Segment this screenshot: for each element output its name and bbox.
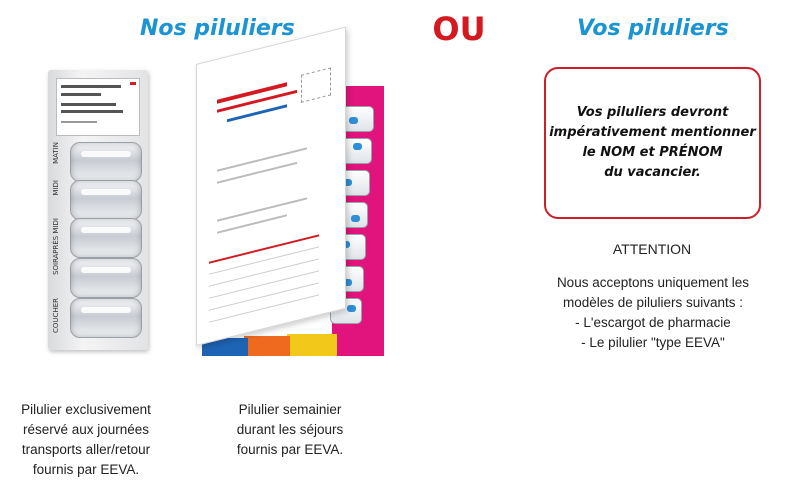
weekly-pill-organizer-image bbox=[192, 44, 392, 362]
pill-cell bbox=[70, 142, 142, 182]
notice-text: Vos piluliers devront impérativement mentionner le NOM et PRÉNOM du vacancier. bbox=[549, 105, 756, 180]
caption-line: fournis par EEVA. bbox=[236, 442, 344, 457]
blister-label-card bbox=[56, 78, 140, 136]
caption-line: Pilulier exclusivement bbox=[21, 402, 151, 417]
weekly-caption bbox=[212, 400, 368, 460]
heading-nos-piluliers: Nos piluliers bbox=[140, 16, 295, 41]
blister-pill-organizer-image bbox=[48, 70, 148, 350]
heading-vos-piluliers: Vos piluliers bbox=[577, 16, 729, 41]
slot-label: SOIR bbox=[52, 258, 60, 275]
orange-tab bbox=[244, 336, 290, 356]
slot-label: APRÈS MIDI bbox=[52, 218, 60, 259]
organizer-document-card bbox=[196, 27, 346, 346]
notice-box bbox=[544, 67, 761, 219]
pill-box bbox=[342, 106, 374, 132]
caption-line: durant les séjours bbox=[236, 422, 344, 437]
pill-cell bbox=[70, 258, 142, 298]
blister-caption bbox=[8, 400, 164, 480]
attention-label: ATTENTION bbox=[612, 241, 692, 257]
pill-cell bbox=[70, 298, 142, 338]
yellow-tab bbox=[287, 334, 337, 356]
slot-label: COUCHER bbox=[52, 298, 60, 333]
info-line: - Le pilulier "type EEVA" bbox=[581, 335, 725, 350]
info-line: Nous acceptons uniquement les bbox=[556, 275, 750, 290]
caption-line: transports aller/retour bbox=[21, 442, 151, 457]
pill-cell bbox=[70, 218, 142, 258]
slot-label: MIDI bbox=[52, 180, 60, 196]
slot-label: MATIN bbox=[52, 142, 60, 164]
pill-cell bbox=[70, 180, 142, 220]
caption-line: réservé aux journées bbox=[22, 422, 150, 437]
caption-line: fournis par EEVA. bbox=[32, 462, 140, 477]
info-line: - L'escargot de pharmacie bbox=[575, 315, 731, 330]
caption-line: Pilulier semainier bbox=[238, 402, 342, 417]
accepted-models-info bbox=[540, 273, 766, 353]
info-line: modèles de piluliers suivants : bbox=[562, 295, 744, 310]
heading-ou: OU bbox=[432, 10, 486, 48]
